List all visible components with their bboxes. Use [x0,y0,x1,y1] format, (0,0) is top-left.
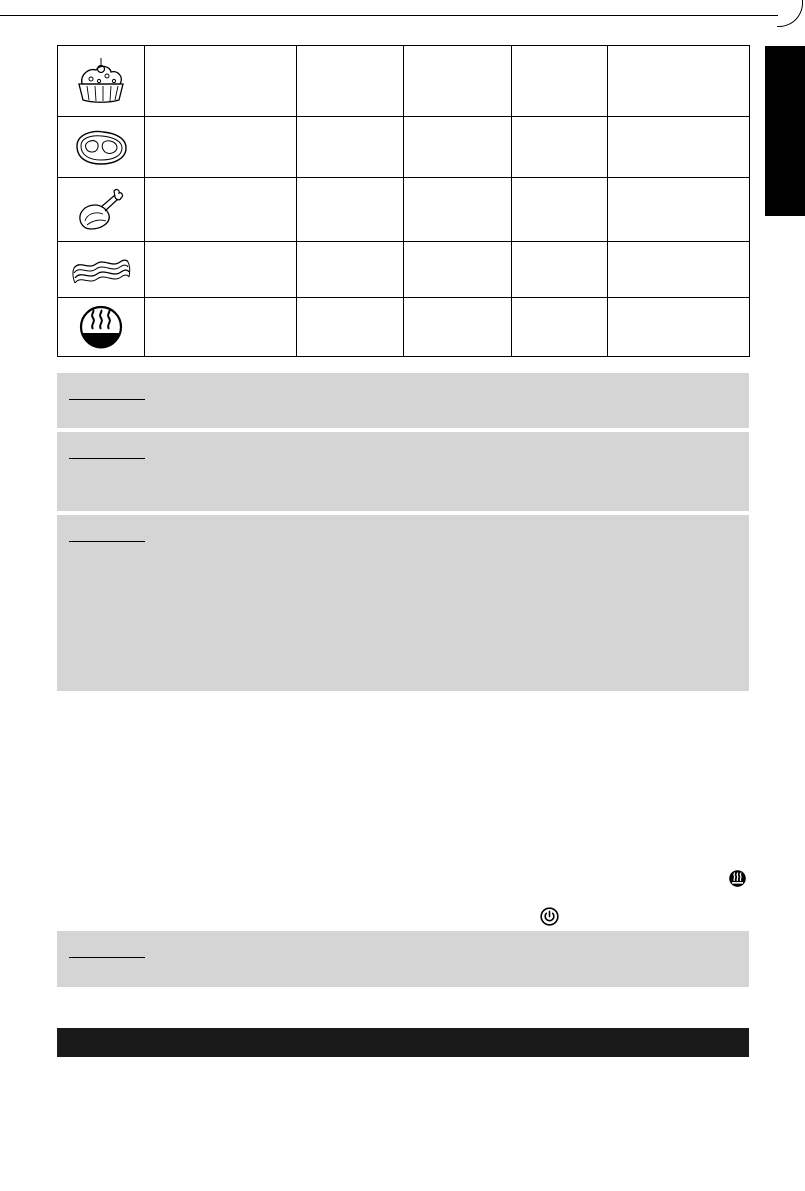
note-box-2 [57,432,749,511]
table-cell [58,298,145,357]
table-cell [404,241,512,297]
table-cell [404,178,512,242]
table-cell [404,116,512,177]
table-cell [145,116,297,177]
note-label-underline [69,957,145,958]
note-label-underline [69,541,145,542]
steak-icon [71,122,131,172]
table-row [58,178,750,242]
table-cell [58,241,145,297]
note-box-3 [57,515,749,691]
table-cell [608,241,750,297]
side-language-tab [765,46,805,216]
table-cell [58,178,145,242]
table-cell [297,178,404,242]
table-cell [512,241,608,297]
page-corner-mark [777,0,803,27]
table-cell [608,178,750,242]
table-cell [145,298,297,357]
table-row [58,241,750,297]
table-cell [512,298,608,357]
table-cell [608,298,750,357]
table-cell [297,116,404,177]
top-rule [0,15,778,16]
table-cell [297,46,404,117]
keep-warm-icon [728,869,747,888]
table-cell [608,116,750,177]
section-heading-bar [57,1028,749,1057]
cooking-guide-table [57,45,750,357]
table-cell [512,116,608,177]
cupcake-icon [71,52,131,110]
table-cell [145,241,297,297]
table-cell [608,46,750,117]
note-box-4 [57,931,749,987]
table-row [58,116,750,177]
bacon-icon [70,246,132,292]
keep-warm-icon [77,303,125,351]
table-cell [297,241,404,297]
table-cell [145,178,297,242]
note-label-underline [69,399,145,400]
table-cell [512,46,608,117]
table-cell [297,298,404,357]
table-cell [512,178,608,242]
table-cell [58,116,145,177]
note-box-1 [57,373,749,428]
table-row [58,298,750,357]
table-cell [145,46,297,117]
table-cell [58,46,145,117]
table-cell [404,298,512,357]
chicken-drumstick-icon [71,183,131,235]
table-cell [404,46,512,117]
power-icon [540,907,559,926]
note-label-underline [69,458,145,459]
table-row [58,46,750,117]
